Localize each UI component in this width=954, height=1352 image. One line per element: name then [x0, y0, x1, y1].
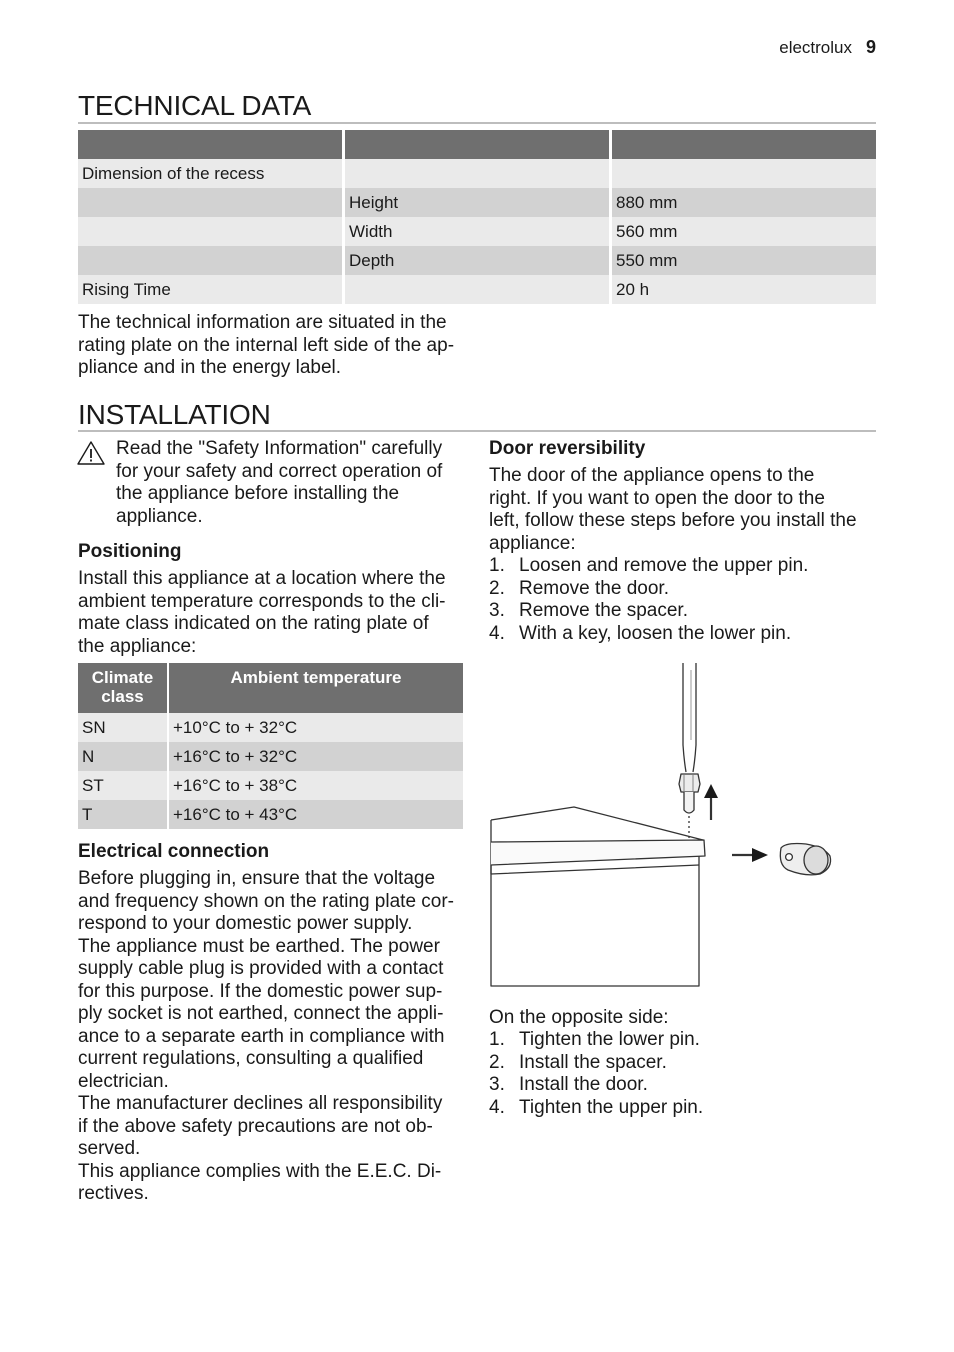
text-line: appliance: [489, 532, 576, 554]
opposite-steps-list [489, 1029, 879, 1119]
table-cell: ST [78, 771, 167, 800]
text-line: Install this appliance at a location where the [78, 568, 446, 589]
table-cell: 560 mm [612, 217, 876, 246]
step-number: 2. [489, 1051, 505, 1073]
page-number: 9 [865, 37, 876, 57]
text-line: ance to a separate earth in compliance with [78, 1025, 445, 1047]
text-line: left, follow these steps before you install the [489, 510, 857, 531]
header-cell [345, 130, 609, 159]
table-row [78, 217, 876, 246]
table-cell: +16°C to + 32°C [169, 742, 463, 771]
table-cell [78, 246, 342, 275]
text-line: ply socket is not earthed, connect the appli- [78, 1003, 444, 1024]
table-cell: +16°C to + 38°C [169, 771, 463, 800]
step-text: Loosen and remove the upper pin. [519, 555, 809, 576]
ambient-temperature-header: Ambient temperature [169, 663, 463, 713]
table-cell [78, 217, 342, 246]
step-number: 3. [489, 600, 505, 621]
installation-rule [78, 430, 876, 432]
text-line: appliance. [116, 505, 203, 527]
text-line: the appliance: [78, 635, 197, 657]
text-line: The technical information are situated in the [78, 312, 447, 333]
step-number: 4. [489, 622, 505, 644]
text-line: respond to your domestic power supply. [78, 913, 413, 934]
text-line: The manufacturer declines all responsibility [78, 1093, 443, 1114]
step-text: Tighten the upper pin. [519, 1096, 704, 1118]
opposite-side-label: On the opposite side: [489, 1007, 669, 1028]
table-cell: Width [345, 217, 609, 246]
header-cell [612, 130, 876, 159]
climate-class-header [78, 663, 167, 713]
step-text: With a key, loosen the lower pin. [519, 622, 792, 644]
table-cell: 550 mm [612, 246, 876, 275]
table-header-row [78, 130, 876, 159]
table-cell: Dimension of the recess [78, 159, 342, 188]
table-cell: 880 mm [612, 188, 876, 217]
positioning-text [78, 568, 478, 658]
table-cell: +16°C to + 43°C [169, 800, 463, 829]
table-row [78, 742, 463, 771]
step-number: 3. [489, 1074, 505, 1095]
text-line: electrician. [78, 1070, 169, 1092]
text-line: mate class indicated on the rating plate of [78, 613, 429, 634]
door-pin-illustration [488, 660, 838, 992]
list-item [489, 1029, 879, 1052]
table-cell: SN [78, 713, 167, 742]
list-item [489, 1074, 879, 1097]
text-line: current regulations, consulting a qualified [78, 1048, 424, 1069]
technical-note [78, 312, 478, 380]
text-line: pliance and in the energy label. [78, 357, 342, 378]
door-steps-list [489, 555, 879, 645]
table-row [78, 713, 463, 742]
brand-name: electrolux [779, 38, 852, 57]
text-line: right. If you want to open the door to the [489, 487, 825, 509]
door-reversibility-heading: Door reversibility [489, 438, 646, 459]
text-line: The door of the appliance opens to the [489, 465, 815, 486]
text-line: for this purpose. If the domestic power sup- [78, 980, 443, 1002]
text-line: if the above safety precautions are not ob- [78, 1115, 433, 1137]
electrical-text [78, 868, 478, 1206]
table-row [78, 800, 463, 829]
text-line: supply cable plug is provided with a contact [78, 958, 444, 979]
text-line: the appliance before installing the [116, 483, 400, 504]
text-line: Before plugging in, ensure that the voltage [78, 868, 436, 889]
table-cell: N [78, 742, 167, 771]
technical-data-rule [78, 122, 876, 124]
step-number: 2. [489, 577, 505, 599]
list-item [489, 555, 879, 578]
step-text: Remove the spacer. [519, 600, 688, 621]
text-line: served. [78, 1138, 141, 1159]
step-text: Remove the door. [519, 577, 669, 599]
technical-data-table [75, 130, 879, 304]
text-line: rating plate on the internal left side of the ap- [78, 334, 455, 356]
step-number: 1. [489, 555, 505, 576]
text-line: rectives. [78, 1183, 149, 1204]
text-line: ambient temperature corresponds to the cli- [78, 590, 446, 612]
table-cell: Rising Time [78, 275, 342, 304]
electrical-heading: Electrical connection [78, 841, 270, 862]
table-cell [345, 275, 609, 304]
warning-icon [76, 440, 106, 466]
door-text [489, 465, 879, 555]
climate-class-table [76, 663, 465, 829]
table-row [78, 188, 876, 217]
table-cell [78, 188, 342, 217]
installation-title: INSTALLATION [78, 399, 271, 430]
list-item [489, 1052, 879, 1075]
text-line: and frequency shown on the rating plate cor- [78, 890, 455, 912]
table-cell: Height [345, 188, 609, 217]
text-line: The appliance must be earthed. The power [78, 935, 440, 957]
table-cell: Depth [345, 246, 609, 275]
text-line: Read the "Safety Information" carefully [116, 438, 443, 459]
step-text: Tighten the lower pin. [519, 1029, 700, 1050]
safety-warning [116, 438, 466, 528]
step-number: 4. [489, 1096, 505, 1118]
table-cell [345, 159, 609, 188]
table-row [78, 246, 876, 275]
step-text: Install the door. [519, 1074, 648, 1095]
table-row [78, 159, 876, 188]
header-text: Climate [91, 668, 154, 687]
list-item [489, 578, 879, 601]
text-line: This appliance complies with the E.E.C. Di- [78, 1160, 442, 1182]
table-row [78, 771, 463, 800]
header-text: class [101, 687, 144, 706]
step-text: Install the spacer. [519, 1051, 667, 1073]
positioning-heading: Positioning [78, 541, 182, 562]
text-line: for your safety and correct operation of [116, 460, 443, 482]
list-item [489, 1097, 879, 1120]
table-cell [612, 159, 876, 188]
list-item [489, 623, 879, 646]
step-number: 1. [489, 1029, 505, 1050]
table-cell: +10°C to + 32°C [169, 713, 463, 742]
table-cell: T [78, 800, 167, 829]
list-item [489, 600, 879, 623]
technical-data-title: TECHNICAL DATA [78, 90, 312, 121]
table-header-row [78, 663, 463, 713]
table-row [78, 275, 876, 304]
header-cell [78, 130, 342, 159]
table-cell: 20 h [612, 275, 876, 304]
